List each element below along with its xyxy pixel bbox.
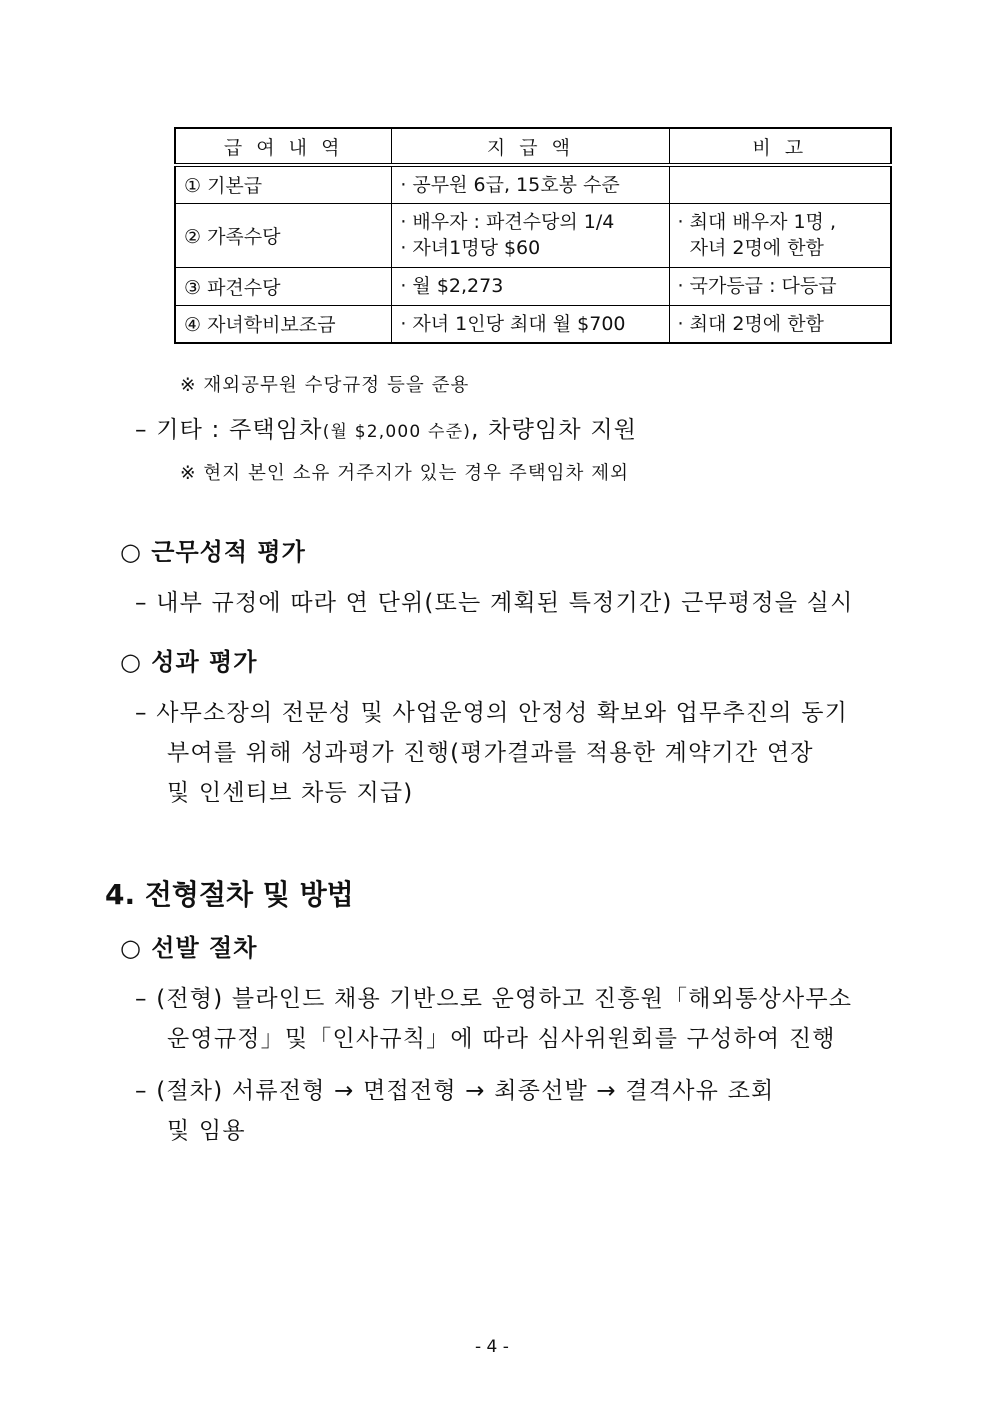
section-heading-perf-eval: ○ 성과 평가	[120, 648, 258, 676]
selection-item-line: 운영규정」및「인사규칙」에 따라 심사위원회를 구성하여 진행	[167, 1026, 836, 1052]
remark-line: · 최대 2명에 한함	[677, 312, 824, 335]
selection-item-line: – (전형) 블라인드 채용 기반으로 운영하고 진흥원「해외통상사무소	[135, 986, 853, 1012]
pay-table	[174, 127, 892, 344]
cell-amount	[392, 165, 669, 203]
amount-line: · 자녀 1인당 최대 월 $700	[400, 312, 626, 335]
header-remark: 비 고	[669, 128, 891, 165]
cell-amount	[392, 267, 669, 305]
remark-line: · 국가등급 : 다등급	[677, 275, 837, 297]
other-support-suffix: , 차량임차 지원	[471, 417, 638, 443]
cell-item: ① 기본급	[175, 165, 392, 203]
table-row	[175, 305, 891, 343]
work-eval-line: – 내부 규정에 따라 연 단위(또는 계획된 특정기간) 근무평정을 실시	[135, 590, 854, 616]
chapter-title: 4. 전형절차 및 방법	[105, 878, 354, 911]
remark-line: 자녀 2명에 한함	[677, 237, 824, 259]
cell-amount	[392, 305, 669, 343]
perf-eval-line: 및 인센티브 차등 지급)	[167, 780, 414, 806]
amount-line: · 공무원 6급, 15호봉 수준	[400, 173, 620, 196]
cell-remark	[669, 203, 891, 267]
header-amount: 지 급 액	[392, 128, 669, 165]
selection-item-line: – (절차) 서류전형 → 면접전형 → 최종선발 → 결격사유 조회	[135, 1078, 775, 1104]
cell-remark	[669, 267, 891, 305]
selection-item-line: 및 임용	[167, 1118, 246, 1144]
section-heading-selection: ○ 선발 절차	[120, 934, 258, 962]
cell-amount	[392, 203, 669, 267]
table-row	[175, 267, 891, 305]
amount-line: · 월 $2,273	[400, 275, 504, 297]
cell-item: ② 가족수당	[175, 203, 392, 267]
table-row	[175, 203, 891, 267]
cell-remark	[669, 305, 891, 343]
amount-line: · 배우자 : 파견수당의 1/4	[400, 211, 615, 233]
section-heading-work-eval: ○ 근무성적 평가	[120, 538, 306, 566]
perf-eval-line: 부여를 위해 성과평가 진행(평가결과를 적용한 계약기간 연장	[167, 740, 814, 766]
note-allowance-rule: ※ 재외공무원 수당규정 등을 준용	[180, 375, 470, 396]
other-support-amount: (월 $2,000 수준)	[322, 422, 472, 442]
table-header-row	[175, 128, 891, 165]
note-housing-exclusion: ※ 현지 본인 소유 거주지가 있는 경우 주택임차 제외	[180, 463, 629, 484]
remark-line: · 최대 배우자 1명 ,	[677, 211, 836, 233]
table-row	[175, 165, 891, 203]
page-number: - 4 -	[475, 1337, 509, 1357]
other-support-prefix: – 기타 : 주택임차	[135, 417, 323, 443]
cell-remark	[669, 165, 891, 203]
amount-line: · 자녀1명당 $60	[400, 237, 541, 259]
cell-item: ③ 파견수당	[175, 267, 392, 305]
header-pay-item: 급 여 내 역	[175, 128, 392, 165]
cell-item: ④ 자녀학비보조금	[175, 305, 392, 343]
other-support-line	[135, 411, 637, 444]
perf-eval-line: – 사무소장의 전문성 및 사업운영의 안정성 확보와 업무추진의 동기	[135, 700, 849, 726]
